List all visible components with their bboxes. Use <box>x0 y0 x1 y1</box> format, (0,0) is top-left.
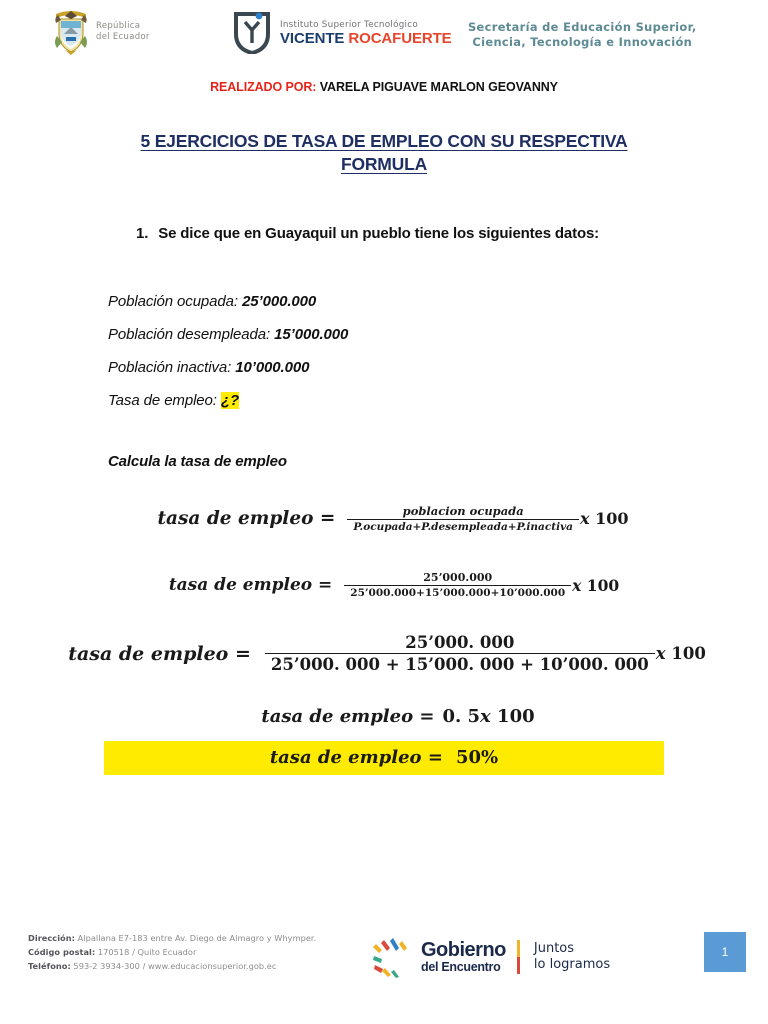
ecuador-logo <box>52 8 150 56</box>
ecuador-coat-of-arms-icon <box>52 8 90 56</box>
formula-numerator: poblacion ocupada <box>402 504 524 519</box>
author-line <box>0 80 768 94</box>
final-result-highlight <box>104 741 664 775</box>
gobierno-tagline-line1: Juntos <box>533 940 575 956</box>
formula-multiply-symbol: x <box>579 509 590 529</box>
gobierno-chevrons-icon <box>372 936 414 978</box>
institute-name-vicente: VICENTE <box>280 30 349 48</box>
footer-address-line2 <box>28 946 316 960</box>
data-row <box>108 285 768 318</box>
data-label: Tasa de empleo: <box>108 392 217 410</box>
formula-lhs: tasa de empleo = <box>68 642 251 665</box>
gobierno-logo <box>372 936 610 978</box>
institute-logo-line1: Instituto Superior Tecnológico <box>280 20 418 31</box>
footer-address-label-direccion: Dirección: <box>28 933 75 943</box>
formula-multiply-symbol: x <box>572 575 582 595</box>
footer-address <box>28 932 316 973</box>
footer-address-label-telefono: Teléfono: <box>28 960 71 971</box>
formula-multiplier: 100 <box>665 644 706 664</box>
formula-rhs <box>442 706 534 727</box>
footer-address-value-telefono: 593-2 3934-300 / www.educacionsuperior.gob.ec <box>70 960 277 971</box>
footer-address-label-codigo: Código postal: <box>28 946 96 957</box>
formula-numerator: 25’000. 000 <box>405 633 515 653</box>
gobierno-tagline <box>534 941 610 974</box>
question-item <box>136 222 636 245</box>
data-label: Población desempleada: <box>108 326 271 344</box>
institute-name-rocafuerte: ROCAFUERTE <box>348 30 452 48</box>
institute-logo-line2 <box>280 30 452 47</box>
author-label: REALIZADO POR: <box>210 80 317 94</box>
formula-lhs: tasa de empleo = <box>168 575 333 596</box>
senescyt-title <box>468 20 697 51</box>
formula-numerator: 25’000.000 <box>423 571 493 585</box>
formula-fraction <box>347 504 579 533</box>
data-value-highlighted: ¿? <box>220 392 240 410</box>
formula-fraction <box>265 633 655 674</box>
formula-rhs <box>656 644 706 663</box>
institute-logo-text <box>280 16 452 47</box>
result-value: 50% <box>456 747 499 769</box>
formula-substituted <box>0 571 768 599</box>
formula-multiplier: 100 <box>589 509 629 529</box>
formula-multiply-symbol: x <box>655 644 666 664</box>
formula-denominator: 25’000. 000 + 15’000. 000 + 10’000. 000 <box>265 653 655 674</box>
gobierno-wordmark <box>421 940 506 974</box>
formula-rhs <box>572 576 619 595</box>
instruction-text: Calcula la tasa de empleo <box>108 453 287 471</box>
ecuador-logo-line1: República <box>96 20 141 31</box>
senescyt-line2: Ciencia, Tecnología e Innovación <box>472 35 693 50</box>
vicente-rocafuerte-shield-icon <box>232 10 272 54</box>
result-lhs: tasa de empleo = <box>269 747 443 769</box>
footer-address-line1 <box>28 932 316 946</box>
footer-address-value-codigo: 170518 / Quito Ecuador <box>95 946 197 957</box>
formula-denominator: 25’000.000+15’000.000+10’000.000 <box>344 585 571 599</box>
data-row <box>108 318 768 351</box>
data-value: 25’000.000 <box>242 293 317 311</box>
data-row <box>108 351 768 384</box>
formula-multiply-symbol: x <box>480 706 491 728</box>
formula-intermediate-result <box>0 706 768 727</box>
data-label: Población ocupada: <box>108 293 238 311</box>
formula-lhs: tasa de empleo = <box>157 508 336 530</box>
gobierno-divider <box>517 940 520 974</box>
formula-fraction <box>344 571 571 599</box>
gobierno-line1: Gobierno <box>421 939 506 962</box>
footer-address-value-direccion: Alpallana E7-183 entre Av. Diego de Almagro y Whymper. <box>74 933 317 943</box>
gobierno-tagline-line2: lo logramos <box>533 957 611 972</box>
page-footer <box>0 924 768 1024</box>
formula-denominator: P.ocupada+P.desempleada+P.inactiva <box>347 519 579 533</box>
data-row <box>108 384 768 417</box>
formula-rhs <box>580 509 629 528</box>
page-header <box>0 0 768 70</box>
gobierno-line2: del Encuentro <box>421 960 501 975</box>
page-title: 5 EJERCICIOS DE TASA DE EMPLEO CON SU RESPECTIVA FORMULA <box>140 131 628 175</box>
data-label: Población inactiva: <box>108 359 232 377</box>
question-number: 1. <box>136 225 149 243</box>
question-text: Se dice que en Guayaquil un pueblo tiene los siguientes datos: <box>158 225 599 243</box>
footer-address-line3 <box>28 960 316 974</box>
formula-lhs: tasa de empleo = <box>261 706 435 728</box>
data-value: 10’000.000 <box>235 359 310 377</box>
ecuador-logo-text <box>96 21 150 44</box>
ecuador-logo-line2: del Ecuador <box>96 32 150 42</box>
page-number-badge: 1 <box>704 932 746 972</box>
author-name: VARELA PIGUAVE MARLON GEOVANNY <box>319 80 558 94</box>
institute-logo <box>232 10 452 54</box>
formula-quotient: 0. 5 <box>442 706 481 728</box>
formula-multiplier: 100 <box>490 706 535 728</box>
senescyt-line1: Secretaría de Educación Superior, <box>468 20 697 34</box>
data-list <box>108 285 768 417</box>
data-value: 15’000.000 <box>274 326 349 344</box>
formula-expanded <box>0 633 768 674</box>
formula-multiplier: 100 <box>581 575 620 595</box>
formula-general <box>0 504 768 533</box>
